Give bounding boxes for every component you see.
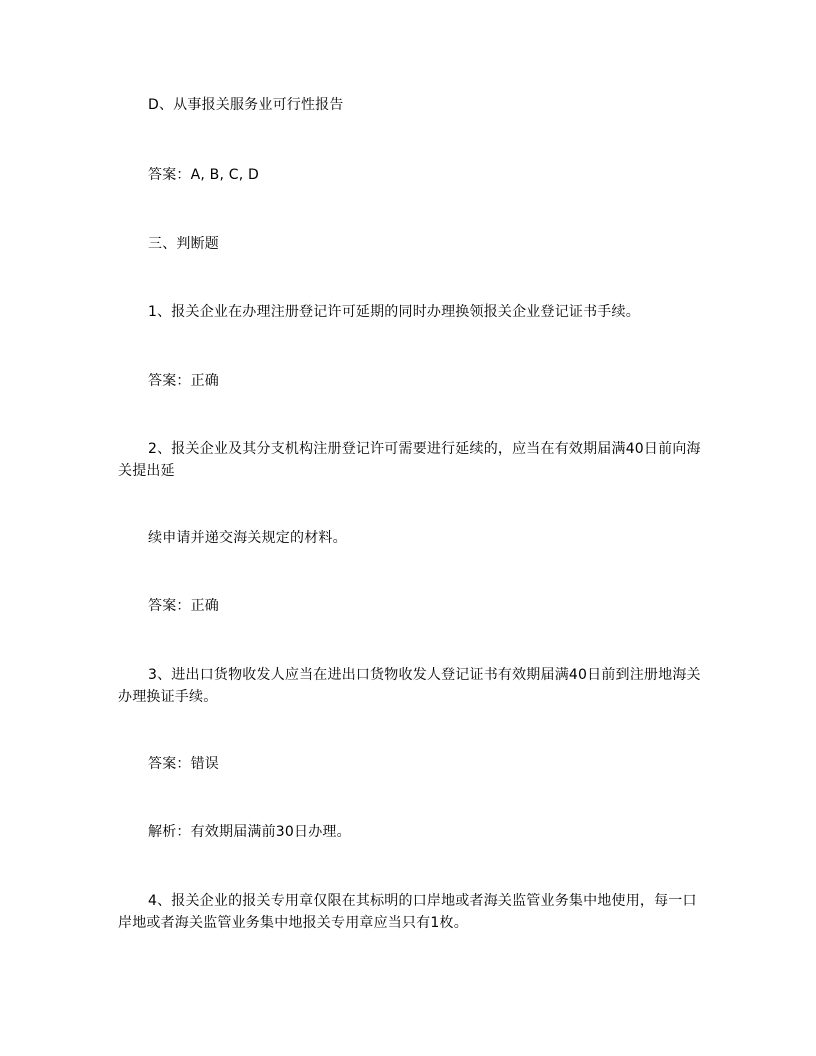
explanation-text: 解析：有效期届满前30日办理。 bbox=[148, 824, 351, 840]
answer-text: 答案：A, B, C, D bbox=[148, 167, 260, 183]
question-2-continued: 续申请并递交海关规定的材料。 bbox=[148, 530, 347, 546]
section-heading: 三、判断题 bbox=[148, 236, 219, 252]
question-4: 4、报关企业的报关专用章仅限在其标明的口岸地或者海关监管业务集中地使用，每一口岸地或者海关监管业务集中地报关专用章应当只有1枚。 bbox=[118, 893, 697, 931]
question-2: 2、报关企业及其分支机构注册登记许可需要进行延续的，应当在有效期届满40日前向海关提出延 bbox=[118, 441, 701, 479]
answer-text: 答案：正确 bbox=[148, 598, 219, 614]
option-d: D、从事报关服务业可行性报告 bbox=[148, 97, 344, 113]
answer-text: 答案：正确 bbox=[148, 373, 219, 389]
answer-text: 答案：错误 bbox=[148, 756, 219, 772]
question-3: 3、进出口货物收发人应当在进出口货物收发人登记证书有效期届满40日前到注册地海关办理换证手续。 bbox=[118, 667, 701, 705]
question-1: 1、报关企业在办理注册登记许可延期的同时办理换领报关企业登记证书手续。 bbox=[148, 304, 640, 320]
